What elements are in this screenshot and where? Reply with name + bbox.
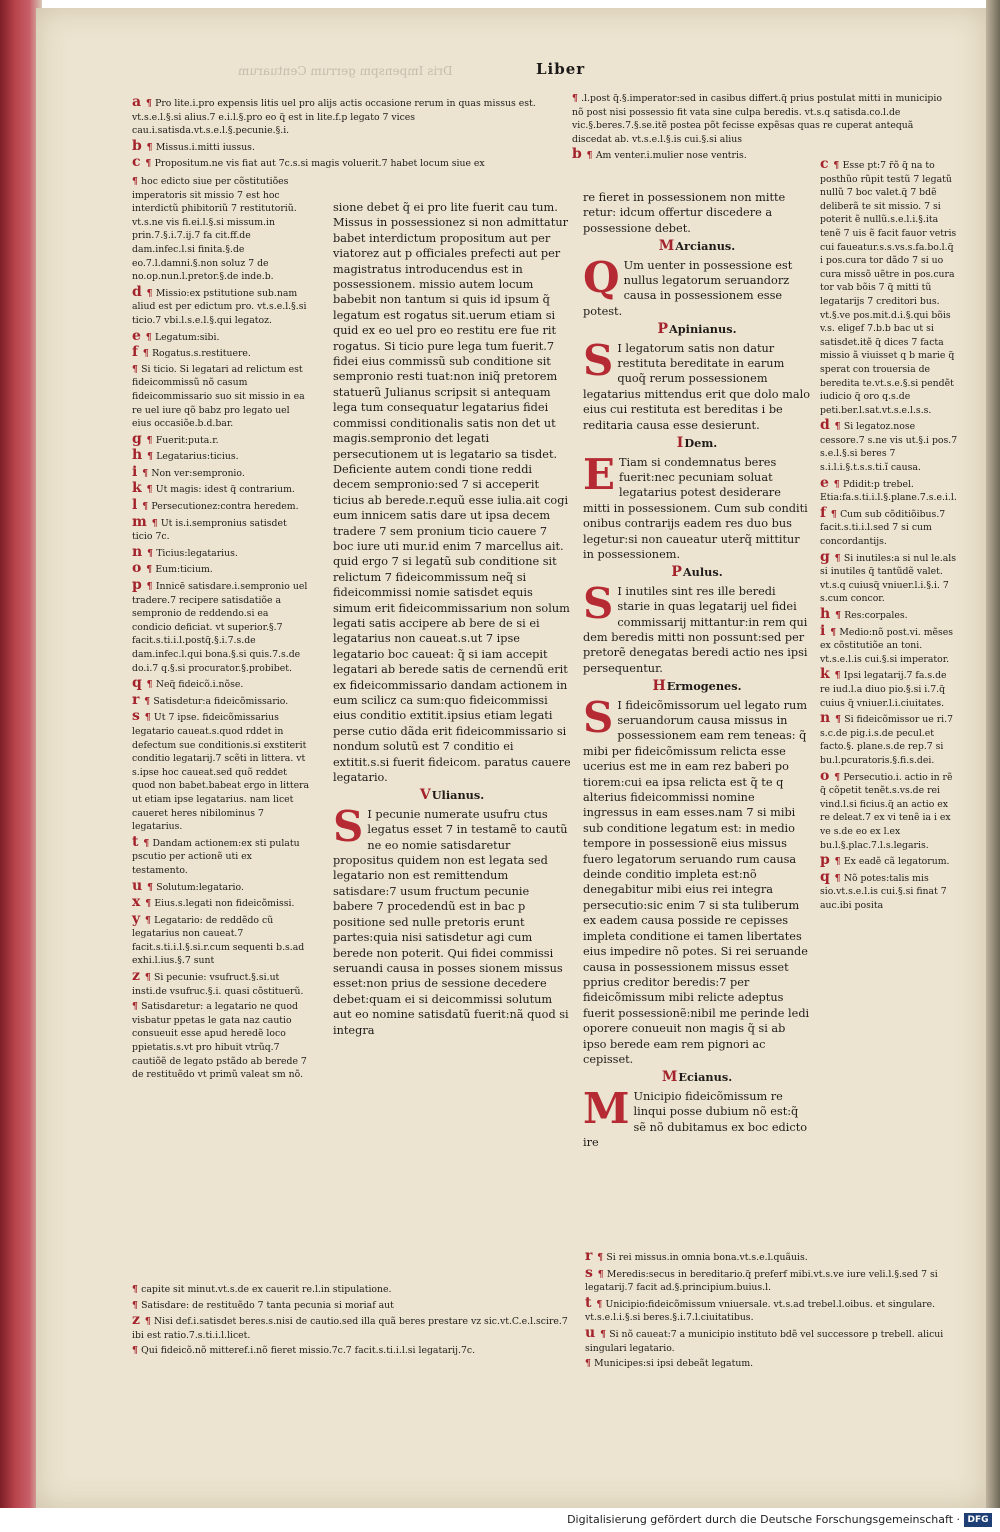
gloss-letter: r [585, 1248, 598, 1264]
heading-text: Arcianus. [675, 239, 736, 254]
gloss-letter: f [820, 504, 831, 521]
gloss-text: Ticius:legatarius. [156, 547, 238, 559]
paragraph-mark-icon: ¶ [834, 771, 844, 783]
paragraph-mark-icon: ¶ [144, 695, 154, 707]
paragraph-mark-icon: ¶ [132, 1284, 142, 1295]
gloss-letter: o [820, 767, 835, 784]
text-paragraph [583, 190, 811, 236]
gloss-letter: u [585, 1324, 601, 1341]
gloss-text: Eum:ticium. [155, 564, 213, 576]
drop-initial: S [333, 801, 364, 851]
paragraph-mark-icon: ¶ [596, 1298, 606, 1310]
gloss-note [132, 346, 310, 361]
gloss-note [132, 137, 562, 155]
gloss-text: Si rei missus.in omnia bona.vt.s.e.l.quãuis. [606, 1252, 808, 1263]
paragraph-text: re fieret in possessionem non mitte retur: idcum offertur discedere a possessione debet. [583, 191, 786, 235]
gloss-text: Neq̃ fideicõ.i.nõse. [155, 679, 244, 691]
drop-initial: Q [583, 252, 620, 302]
gloss-letter: q [820, 868, 835, 885]
dfg-logo: DFG [964, 1513, 992, 1527]
paragraph-mark-icon: ¶ [142, 348, 153, 360]
gloss-letter: q [132, 675, 147, 692]
gloss-letter: z [132, 1312, 145, 1329]
footer-bar [0, 1508, 1000, 1532]
paragraph-text: I fideicõmissorum uel legato rum seruandorum causa missus in possessionem eam rem teneas: q̃ mibi per fideicõmissum relicta esse ucerius est me in eam rez baberi po tiorem:cui ea ipsa relicta est q̃ te q alterius fideicommissi nomine ingressus in eam esses.nam 7 si mibi sub conditione legatum est: in medio tempore in possessionẽ eius missus fuero legatorum seruando rum causa deinde conditio impleta est:nõ denegabitur mibi eius rei integra persecutio:sic enim 7 si sta tuliberum ex eadem causa posside re cepisses impleta conditione ei tamen libertates eius impedire nõ potes. Si rei seruande causa in possessionem missus esset pprius creditor beredis:7 per fideicõmissum mibi relicte adeptus fuerit possessionẽ:nibil me perinde ledi oporere conueuit non magis q̃ si ab ipso berede eam rem pignori ac cepisset. [583, 698, 810, 1066]
paragraph-mark-icon: ¶ [600, 1328, 610, 1340]
paragraph-mark-icon: ¶ [145, 331, 155, 343]
gloss-note [132, 833, 310, 878]
gloss-letter: e [132, 327, 146, 344]
gloss-note [132, 482, 310, 497]
gloss-note [132, 1299, 572, 1313]
gloss-letter: f [132, 344, 143, 361]
gloss-note [132, 463, 310, 481]
gloss-note [132, 96, 562, 138]
text-paragraph [583, 692, 811, 1068]
drop-initial: S [583, 692, 614, 742]
text-column-left [333, 200, 571, 1040]
running-head: Liber [536, 60, 586, 78]
gloss-note [132, 513, 310, 544]
paragraph-mark-icon: ¶ [144, 972, 154, 984]
gloss-letter: c [132, 154, 146, 171]
paragraph-mark-icon: ¶ [143, 837, 153, 849]
gloss-letter: x [132, 894, 146, 911]
gloss-text: Si fideicõmissor ue ri.7 s.c.de pig.i.s.de pecul.et facto.§. plane.s.de rep.7 si bu.l.pcuratoris.§.fi.s.dei. [820, 714, 954, 766]
gloss-note [132, 970, 310, 998]
jurist-heading [583, 565, 811, 580]
gloss-note [820, 474, 958, 505]
gloss-note [132, 579, 310, 675]
gloss-letter: k [820, 666, 835, 683]
gloss-text: Meredis:secus in bereditario.q̃ preferf mibi.vt.s.ve iure veli.l.§.sed 7 si legatarij.7 facit ad.§.principium.buius.l. [585, 1268, 938, 1294]
gloss-note [820, 548, 958, 606]
gloss-letter: i [820, 622, 831, 639]
gloss-note [132, 327, 310, 345]
paragraph-text: I inutiles sint res ille beredi starie in quas legatarij uel fidei commissarij mittantur:in rem qui dem beredis mitti non possunt:sed per pretorẽ denegatas beredi actio nes ipsi persequentur. [583, 584, 808, 675]
paragraph-mark-icon: ¶ [144, 712, 154, 724]
heading-initial: M [658, 238, 675, 255]
paragraph-mark-icon: ¶ [142, 467, 152, 479]
gloss-note [820, 854, 958, 869]
paragraph-mark-icon: ¶ [144, 1316, 154, 1328]
gloss-letter: e [820, 474, 834, 491]
gloss-note [132, 1283, 572, 1297]
gloss-letter: s [585, 1264, 598, 1281]
gloss-letter: l [132, 497, 143, 514]
gloss-text: Unicipio:fideicõmissum vniuersale. vt.s.ad trebel.l.oibus. et singulare. vt.s.e.l.i.§.si beres.§.i.7.l.ciuitatibus. [585, 1298, 936, 1324]
paragraph-mark-icon: ¶ [145, 898, 155, 910]
paragraph-mark-icon: ¶ [147, 881, 157, 893]
paragraph-mark-icon: ¶ [572, 93, 582, 104]
gloss-note [820, 868, 958, 913]
gloss-note [585, 1250, 960, 1265]
gloss-note [820, 767, 958, 853]
gloss-letter: a [132, 94, 146, 110]
paragraph-text: Tiam si condemnatus beres fuerit:nec pecuniam soluat legatarius potest desiderare mitti in possessionem. Cum sub conditi onibus contrarijs eadem res duo bus legetur:si non caueatur uterq̃ mittitur in possessionem. [583, 455, 808, 561]
gloss-note [820, 158, 958, 417]
gloss-note [132, 543, 310, 561]
gloss-text: Innicē satisdare.i.sempronio uel tradere.7 recipere satisdatiõe a sempronio de reddendo.si ea condicio deficiat. vt superior.§.7 facit.s.ti.i.l.postq̃.§.i.7.s.de dam.infec.l.qui bona.§.si quis.7.s.de do.i.7 q.§.si procurator.§.probibet. [132, 581, 308, 674]
gloss-note [572, 92, 950, 146]
gloss-note [585, 1294, 960, 1325]
paragraph-mark-icon: ¶ [132, 1001, 142, 1013]
paragraph-mark-icon: ¶ [132, 1299, 142, 1311]
paragraph-mark-icon: ¶ [146, 679, 156, 691]
footer-credit: Digitalisierung gefördert durch die Deutsche Forschungsgemeinschaft · [567, 1513, 960, 1526]
gloss-text: Si legatoz.nose cessore.7 s.ne vis ut.§.i pos.7 s.e.l.§.si beres 7 s.i.l.i.§.t.s.s.ti.ĩ causa. [820, 421, 958, 474]
gloss-text: capite sit minut.vt.s.de ex cauerit re.l.in stipulatione. [141, 1284, 392, 1295]
gloss-letter: b [132, 137, 147, 154]
jurist-heading [583, 436, 811, 451]
gloss-text: Si inutiles:a si nul le.als si inutiles q̃ tantũdẽ valet. vt.s.q cuiusq̃ vniuer.l.i.§.i. 7 s.cum concor. [820, 552, 956, 605]
paragraph-mark-icon: ¶ [132, 176, 142, 187]
jurist-heading [583, 322, 811, 337]
gloss-text: Legatum:sibi. [154, 331, 220, 343]
gloss-bottom-left [132, 1283, 572, 1360]
gloss-note [132, 1344, 572, 1358]
gloss-right-column [820, 158, 958, 914]
gloss-text: Pdidit:p trebel. Etia:fa.s.ti.i.l.§.plane.7.s.e.i.l. [820, 478, 957, 504]
gloss-note [132, 449, 310, 464]
paragraph-mark-icon: ¶ [586, 150, 596, 162]
gloss-text: Solutum:legatario. [156, 881, 244, 893]
text-paragraph [583, 449, 811, 563]
gloss-text: .l.post q̃.§.imperator:sed in casibus differt.q̃ prius postulat mitti in municipio nõ post nisi possessio fit vata sine culpa beredis. vt.s.q satisda.co.l.de vic.§.beres.7.§.se.itẽ postea põt fecisse expẽsas quas re cuperat antequã discedat ab. vt.s.e.l.§.is cui.§.si alius [572, 93, 942, 145]
gloss-text: Ut is.i.sempronius satisdet ticio 7c. [132, 517, 287, 543]
paragraph-mark-icon: ¶ [142, 501, 152, 513]
paragraph-mark-icon: ¶ [585, 1358, 595, 1370]
paragraph-mark-icon: ¶ [145, 98, 156, 109]
gloss-letter: k [132, 480, 147, 497]
text-paragraph [583, 578, 811, 676]
gloss-note [585, 1324, 960, 1355]
gloss-text: Am venter.i.mulier nose ventris. [595, 150, 747, 162]
gloss-left-column [132, 175, 310, 1084]
gloss-text: Persecutionez:contra heredem. [151, 501, 299, 513]
gloss-note [820, 712, 958, 767]
gloss-text: Qui fideicõ.nõ mitteref.i.nõ fieret missio.7c.7 facit.s.ti.i.l.si legatarij.7c. [141, 1345, 476, 1357]
gloss-text: Ut magis: idest q̃ contrarium. [155, 484, 295, 496]
gloss-text: Esse pt:7 r̃õ q̃ na to posthũo rũpit testũ 7 legatũ nullũ 7 boc valet.q̃ 7 bdẽ deliberã te sit missio. 7 si poterit ẽ nullũ.s.e.l.i.§.ita tenẽ 7 uis ẽ facit fauor vetris cui faueatur.s.s.vs.s.fa.bo.l.q̃ i pos.cura tor dãdo 7 si uo cura missõ uẽtre in pos.cura tor vab bõis 7 q̃ mitti tũ legatarijs 7 creditori bus. vt.§.ve pos.mit.d.i.§.qui bõis v.s. eligef 7.b.b bac ut si satisdet.itẽ q̃ dices 7 facta missio ã viuisset q b marie q̃ sperat con trouersia de beredita te.vt.s.e.§.si pendẽt iudicio q̃ oro q.s.de peti.ber.l.sat.vt.s.e.l.s.s. [820, 160, 957, 416]
gloss-note [132, 896, 310, 911]
paragraph-mark-icon: ¶ [830, 626, 840, 638]
gloss-letter: z [132, 968, 145, 985]
gloss-letter: d [132, 283, 147, 300]
gloss-letter: b [572, 146, 587, 163]
heading-initial: P [671, 564, 682, 581]
jurist-heading [333, 788, 571, 803]
gloss-text: Municipes:si ipsi debeãt legatum. [594, 1358, 754, 1370]
gloss-letter: d [820, 417, 835, 434]
drop-initial: E [583, 449, 616, 499]
paragraph-mark-icon: ¶ [833, 478, 843, 490]
gloss-text: hoc edicto siue per cõstitutiões imperatoris sit missio 7 est hoc interdictũ phibitoriũ 7 restitutoriũ. vt.s.ne vis fi.ei.l.§.si missum.in prin.7.§.i.7.ij.7 fa cit.ff.de dam.infec.l.si finita.§.de eo.7.l.damni.§.non soluz 7 de no.op.nun.l.pretor.§.de inde.b. [132, 176, 297, 283]
text-column-right [583, 190, 811, 1152]
gloss-letter: s [132, 708, 145, 725]
paragraph-mark-icon: ¶ [146, 581, 156, 593]
paragraph-mark-icon: ¶ [132, 363, 142, 375]
paragraph-mark-icon: ¶ [834, 872, 844, 884]
paragraph-mark-icon: ¶ [145, 914, 155, 926]
paragraph-mark-icon: ¶ [835, 610, 845, 621]
gloss-letter: n [132, 543, 148, 560]
gloss-note [132, 1314, 572, 1342]
drop-initial: S [583, 335, 614, 385]
gloss-note [132, 283, 310, 328]
gloss-note [132, 677, 310, 692]
gloss-text: Medio:nõ post.vi. mẽses ex cõstitutiõe an toni. vt.s.e.l.is cui.§.si imperator. [820, 626, 954, 665]
gloss-letter: i [132, 463, 143, 480]
jurist-heading [583, 679, 811, 694]
paragraph-mark-icon: ¶ [145, 158, 155, 170]
gloss-text: Propositum.ne vis fiat aut 7c.s.si magis voluerit.7 habet locum siue ex [154, 158, 485, 170]
paragraph-mark-icon: ¶ [146, 141, 156, 153]
heading-initial: P [657, 321, 669, 338]
gloss-note [132, 691, 310, 709]
heading-text: Dem. [684, 436, 718, 451]
gloss-text: Legatarius:ticius. [156, 451, 239, 463]
heading-text: Ermogenes. [666, 679, 742, 694]
gloss-top-center [572, 92, 950, 165]
gloss-letter: n [820, 710, 836, 727]
heading-text: Ecianus. [678, 1070, 733, 1085]
gloss-note [132, 562, 310, 577]
paragraph-mark-icon: ¶ [834, 670, 844, 682]
gloss-note [820, 668, 958, 710]
paragraph-mark-icon: ¶ [834, 552, 844, 564]
gloss-note [820, 608, 958, 623]
gloss-letter: g [132, 430, 147, 447]
heading-initial: I [676, 435, 684, 452]
heading-initial: H [652, 678, 666, 695]
paragraph-mark-icon: ¶ [146, 564, 156, 576]
heading-initial: V [419, 787, 431, 804]
paragraph-text: Unicipio fideicõmissum re linqui posse dubium nõ est:q̃ sẽ nõ dubitamus ex boc edicto ire [583, 1089, 808, 1149]
binding-shadow [986, 0, 1000, 1508]
paragraph-mark-icon: ¶ [597, 1268, 607, 1280]
gloss-note [820, 622, 958, 667]
gloss-text: Nisi def.i.satisdet beres.s.nisi de cautio.sed illa quã beres prestare vz sic.vt.C.e.l.scire.7 ibi est ratio.7.s.ti.i.l.licet. [132, 1316, 568, 1341]
drop-initial: S [583, 578, 614, 628]
gloss-note [132, 430, 310, 448]
paragraph-mark-icon: ¶ [146, 434, 156, 446]
gloss-note [132, 877, 310, 895]
gloss-note [585, 1357, 960, 1371]
gloss-letter: t [132, 833, 144, 850]
paragraph-mark-icon: ¶ [834, 856, 844, 868]
gloss-letter: p [820, 852, 835, 869]
paragraph-text: sione debet q̃ ei pro lite fuerit cau tum. Missus in possessionez si non admittatur babet interdictum propositum aut per viatorez aut p officiales prefecti aut per magistratus introducendus est in possessionem. missio autem locum babebit non tantum si quis id ipsum q̃ legatum est rogatus sit.uerum etiam si quid ex eo uel pro eo restitu ere fue rit rogatus. Si ticio pure lega tum fuerit.7 fidei eius commissũ sub conditione sit sempronio resti tuat:non iniq̃ pretorem statuerũ Julianus scripsit si antequam lega tum consequatur legatarius fidei commissi conditionalis satis non det ut magis.sempronio det legati persecutionem ut is legatario sa tisdet. Deficiente autem condi tione reddi decem sempronio:sed 7 si acceperit ticius ab berede.r.equũ esse iulia.ait cogi eum innicem satis dare ut ipsa decem tradere 7 sem pronium ticio cauere 7 boc iure uti mur.id enim 7 marcellus ait. quid ergo 7 si legatũ sub conditione sit relictum 7 fideicommissum neq̃ si fideicommissi nomie satisdet equis simum erit fideicommissarium non solum legati satis accipere ab bere de si ei legatarius non caueat.s.ut 7 ipse legatario boc caueat: q̃ si iam accepit legatari ab berede satis de cernendũ erit ex fideicommissario dandam actionem in eum scilicz ca sum:quo fideicommissi eius conditio extitit.ipsius etiam legati perse cutio dãda erit fideicommissario si nondum solutũ est 7 conditio ei extitit.s.si fuerit fideicom. paratus cauere legatario. [333, 201, 571, 785]
gloss-text: Satisdaretur: a legatario ne quod visbatur ppetas le gata naz cautio consueuit esse apud heredẽ loco ppietatis.s.vt pro hibuit vtrũq.7 cautiõẽ de legato pstãdo ab berede 7 de restituẽdo vt primũ valeat sm nõ. [132, 1001, 307, 1081]
paragraph-mark-icon: ¶ [132, 1345, 142, 1357]
gloss-text: Missus.i.mitti iussus. [155, 141, 255, 153]
gloss-text: Si nõ caueat:7 a municipio instituto bdẽ vel successore p trebell. alicui singulari legatario. [585, 1328, 944, 1354]
gloss-text: Si ticio. Si legatari ad relictum est fideicommissũ nõ casum fideicommissario suo sit missio in ea re uel iure qõ babz pro legato uel eius occasiõe.b.d.bar. [132, 363, 305, 430]
gloss-letter: o [132, 560, 147, 577]
paragraph-text: I pecunie numerate usufru ctus legatus esset 7 in testamẽ to cautũ ne eo nomie satisdaretur propositus quidem non est legata sed legatario non est remittendum satisdare:7 usum fructum pecunie babere 7 procedendũ est in bac p positione sed nulle pretoris erunt partes:quia nisi satisdetur agi cum berede non poterit. Qui fidei commissi seruandi causa in posses sionem missus esset:non prius de sessione decedere debet:quam ei si deicommissi solutum aut eo nomine satisdatũ fuerit:nã quod si integra [333, 807, 569, 1037]
gloss-text: Persecutio.i. actio in rẽ q̃ cõpetit tenẽt.s.vs.de rei vind.l.si ficius.q̃ an actio ex re deleat.7 ex vi tenẽ ia i ex ve s.de eo ex l.ex bu.l.§.plac.7.l.s.legaris. [820, 771, 953, 851]
gloss-note [132, 910, 310, 968]
gloss-text: Rogatus.s.restituere. [152, 348, 251, 360]
gloss-letter: t [585, 1294, 597, 1311]
gloss-note [585, 1264, 960, 1295]
gloss-bottom-right [585, 1250, 960, 1373]
gloss-text: Ipsi legatarij.7 fa.s.de re iud.l.a diuo pio.§.si i.7.q̃ cuius q̃ vniuer.l.i.ciuitates. [820, 670, 947, 709]
text-paragraph [583, 252, 811, 320]
paragraph-mark-icon: ¶ [833, 160, 843, 171]
gloss-text: Res:corpales. [844, 610, 908, 621]
paragraph-mark-icon: ¶ [147, 451, 157, 463]
gloss-text: Legatario: de reddẽdo cũ legatarius non caueat.7 facit.s.ti.i.l.§.si.r.cum sequenti b.s.ad exhi.l.ius.§.7 sunt [132, 914, 305, 967]
gloss-letter: g [820, 548, 835, 565]
heading-initial: M [661, 1069, 678, 1086]
gloss-text: Fuerit:puta.r. [155, 434, 219, 446]
gloss-note [820, 504, 958, 549]
gloss-letter: h [132, 447, 148, 464]
gloss-text: Ex eadẽ cã legatorum. [843, 856, 950, 868]
paragraph-mark-icon: ¶ [597, 1252, 607, 1263]
gloss-note [820, 419, 958, 474]
gloss-note [132, 710, 310, 833]
paragraph-mark-icon: ¶ [835, 714, 845, 726]
paragraph-text: I legatorum satis non datur restituta bereditate in earum quoq̃ rerum possessionem legatarius mittendus erit que dolo malo eius cui restituta est bereditas i be reditaria causa esse desierunt. [583, 341, 810, 432]
paragraph-mark-icon: ¶ [830, 508, 841, 520]
gloss-note [132, 1000, 310, 1082]
drop-initial: M [583, 1083, 630, 1133]
paragraph-text: Um uenter in possessione est nullus legatorum seruandorz causa in possessionem esse potest. [583, 258, 793, 318]
gloss-text: Satisdare: de restituẽdo 7 tanta pecunia si moriaf aut [141, 1299, 394, 1311]
gloss-note [132, 156, 562, 171]
heading-text: Ulianus. [431, 788, 485, 803]
heading-text: Aulus. [682, 565, 723, 580]
gloss-note [132, 363, 310, 431]
gloss-text: Eius.s.legati non fideicõmissi. [154, 898, 295, 910]
text-paragraph [333, 200, 571, 785]
gloss-letter: y [132, 910, 146, 927]
paragraph-mark-icon: ¶ [146, 484, 156, 496]
gloss-text: Satisdetur:a fideicõmissario. [153, 695, 289, 707]
gloss-text: Cum sub cõditiõibus.7 facit.s.ti.i.l.sed 7 si cum concordantijs. [820, 508, 946, 548]
gloss-note [132, 175, 310, 284]
gloss-text: Dandam actionem:ex sti pulatu pscutio per actionẽ uti ex testamento. [132, 837, 300, 876]
gloss-text: Missio:ex pstitutione sub.nam aliud est per edictum pro. vt.s.e.l.§.si ticio.7 vbi.l.s.e.l.§.qui legatoz. [132, 287, 307, 326]
gloss-text: Si pecunie: vsufruct.§.si.ut insti.de vsufruc.§.i. quasi cõstituerũ. [132, 972, 304, 997]
bleed-through-text: Dris Impenspm gerrum Centuarum [238, 64, 453, 78]
paragraph-mark-icon: ¶ [146, 287, 156, 299]
heading-text: Apinianus. [669, 322, 737, 337]
gloss-letter: r [132, 691, 145, 708]
gloss-text: Non ver:sempronio. [151, 467, 245, 479]
gloss-letter: u [132, 877, 148, 894]
gloss-note [132, 499, 310, 514]
text-paragraph [583, 1083, 811, 1151]
gloss-text: Pro lite.i.pro expensis litis uel pro alijs actis occasione rerum in quas missus est. vt.s.e.l.§.si alius.7 e.i.l.§.pro eo q̃ est in lite.f.p legato 7 vices cau.i.satisda.vt.s.e.l.§.pecunie.§.i. [132, 98, 536, 137]
text-paragraph [333, 801, 571, 1038]
gloss-text: Ut 7 ipse. fideicõmissarius legatario caueat.s.quod rddet in defectum sue conditionis.si exstiterit conditio legatarij.7 scẽti in littera. vt s.ipse hoc caueat.sed quõ reddet quod non babet.babeat ergo in littera ut etiam ipse legatarius. nam licet caueret heres nibilominus 7 legatarius. [132, 712, 310, 833]
gloss-top-left [132, 96, 562, 173]
gloss-letter: m [132, 513, 152, 530]
paragraph-mark-icon: ¶ [151, 517, 161, 529]
gloss-letter: c [820, 156, 834, 172]
gloss-letter: p [132, 577, 147, 594]
paragraph-mark-icon: ¶ [147, 547, 157, 559]
paragraph-mark-icon: ¶ [834, 421, 844, 433]
gloss-text: Nõ potes:talis mis sio.vt.s.e.l.is cui.§.si finat 7 auc.ibi posita [820, 872, 947, 911]
gloss-letter: h [820, 606, 836, 622]
text-paragraph [583, 335, 811, 433]
